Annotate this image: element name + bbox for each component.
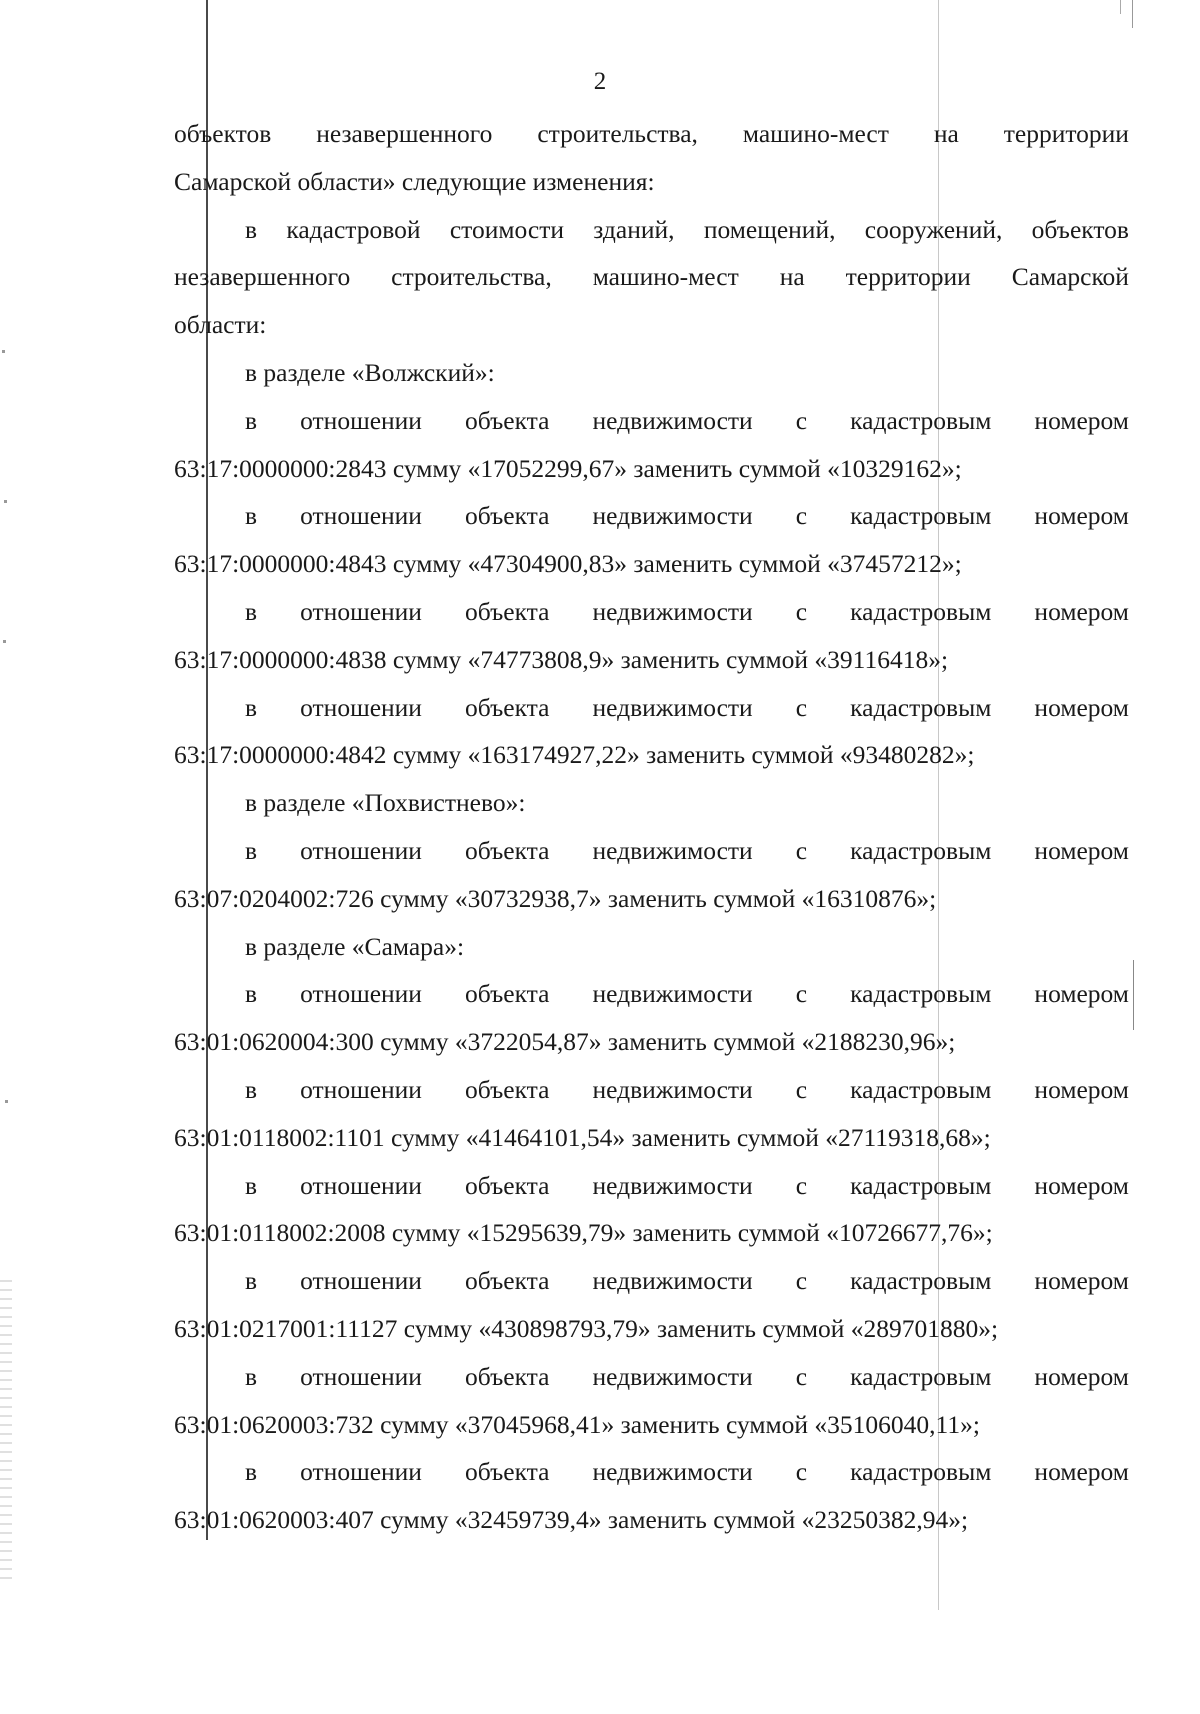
word: недвижимости bbox=[592, 1266, 753, 1296]
word: незавершенного bbox=[316, 119, 493, 148]
record-line: 63:01:0217001:11127 сумму «430898793,79» заменить суммой «289701880»; bbox=[174, 1313, 999, 1343]
scan-speck bbox=[5, 1100, 8, 1103]
record-prefix-line bbox=[174, 397, 1129, 445]
scan-speck bbox=[2, 350, 5, 353]
record-line: 63:17:0000000:4843 сумму «47304900,83» заменить суммой «37457212»; bbox=[174, 549, 962, 579]
section-heading: в разделе «Похвистнево»: bbox=[245, 788, 526, 818]
word: номером bbox=[1034, 692, 1129, 722]
word: кадастровым bbox=[850, 1074, 992, 1104]
word: номером bbox=[1034, 1361, 1129, 1391]
scan-speck bbox=[3, 640, 6, 643]
word: номером bbox=[1034, 1266, 1129, 1296]
word: в bbox=[245, 1266, 258, 1296]
record-line: 63:07:0204002:726 сумму «30732938,7» заменить суммой «16310876»; bbox=[174, 883, 937, 913]
record-line: 63:01:0118002:2008 сумму «15295639,79» заменить суммой «10726677,76»; bbox=[174, 1218, 993, 1248]
record-prefix-line bbox=[174, 827, 1129, 875]
word: объектов bbox=[174, 119, 272, 148]
word: с bbox=[795, 1457, 808, 1487]
scan-mark bbox=[1132, 0, 1133, 28]
word: зданий, bbox=[593, 214, 675, 244]
word: отношении bbox=[300, 1361, 422, 1391]
word: в bbox=[245, 214, 258, 244]
word: недвижимости bbox=[592, 979, 753, 1009]
word: с bbox=[795, 501, 808, 531]
word: кадастровым bbox=[850, 405, 992, 435]
record-line: 63:01:0118002:1101 сумму «41464101,54» заменить суммой «27119318,68»; bbox=[174, 1122, 991, 1152]
word: кадастровым bbox=[850, 501, 992, 531]
word: номером bbox=[1034, 1457, 1129, 1487]
record-prefix-line bbox=[174, 1353, 1129, 1401]
word: кадастровым bbox=[850, 596, 992, 626]
section-heading: в разделе «Волжский»: bbox=[245, 357, 495, 387]
record-prefix-line bbox=[174, 1066, 1129, 1114]
word: в bbox=[245, 405, 258, 435]
scan-mark bbox=[1133, 960, 1134, 1030]
word: недвижимости bbox=[592, 501, 753, 531]
record-prefix-line bbox=[174, 970, 1129, 1018]
word: с bbox=[795, 596, 808, 626]
word: в bbox=[245, 1170, 258, 1200]
word: объекта bbox=[465, 979, 550, 1009]
word: с bbox=[795, 1074, 808, 1104]
word: объекта bbox=[465, 692, 550, 722]
word: отношении bbox=[300, 979, 422, 1009]
word: стоимости bbox=[449, 214, 564, 244]
word: объекта bbox=[465, 835, 550, 865]
word: отношении bbox=[300, 1074, 422, 1104]
word: территории bbox=[845, 262, 971, 292]
word: на bbox=[779, 262, 805, 292]
intro-line: Самарской области» следующие изменения: bbox=[174, 166, 655, 196]
word: отношении bbox=[300, 692, 422, 722]
word: недвижимости bbox=[592, 835, 753, 865]
word: отношении bbox=[300, 501, 422, 531]
record-line: 63:17:0000000:2843 сумму «17052299,67» заменить суммой «10329162»; bbox=[174, 453, 962, 483]
word: номером bbox=[1034, 405, 1129, 435]
paragraph-line bbox=[174, 206, 1129, 254]
record-prefix-line bbox=[174, 1162, 1129, 1210]
word: в bbox=[245, 979, 258, 1009]
word: незавершенного bbox=[174, 262, 351, 292]
word: отношении bbox=[300, 1170, 422, 1200]
word: строительства, bbox=[537, 119, 698, 148]
word: отношении bbox=[300, 835, 422, 865]
word: номером bbox=[1034, 1170, 1129, 1200]
word: объекта bbox=[465, 405, 550, 435]
word: отношении bbox=[300, 405, 422, 435]
record-prefix-line bbox=[174, 588, 1129, 636]
word: с bbox=[795, 1361, 808, 1391]
word: недвижимости bbox=[592, 1361, 753, 1391]
record-prefix-line bbox=[174, 1448, 1129, 1496]
word: объекта bbox=[465, 1457, 550, 1487]
word: машино-мест bbox=[592, 262, 739, 292]
word: сооружений, bbox=[864, 214, 1003, 244]
word: недвижимости bbox=[592, 1457, 753, 1487]
word: помещений, bbox=[703, 214, 836, 244]
word: номером bbox=[1034, 1074, 1129, 1104]
word: строительства, bbox=[391, 262, 552, 292]
record-line: 63:01:0620003:732 сумму «37045968,41» заменить суммой «35106040,11»; bbox=[174, 1409, 980, 1439]
word: объекта bbox=[465, 1266, 550, 1296]
word: объекта bbox=[465, 501, 550, 531]
word: с bbox=[795, 1266, 808, 1296]
word: кадастровым bbox=[850, 692, 992, 722]
record-line: 63:01:0620003:407 сумму «32459739,4» заменить суммой «23250382,94»; bbox=[174, 1505, 969, 1535]
record-line: 63:17:0000000:4838 сумму «74773808,9» заменить суммой «39116418»; bbox=[174, 644, 949, 674]
word: с bbox=[795, 692, 808, 722]
word: в bbox=[245, 596, 258, 626]
paragraph-line: области: bbox=[174, 310, 267, 340]
word: недвижимости bbox=[592, 692, 753, 722]
scan-edge-noise bbox=[0, 1280, 12, 1580]
word: Самарской bbox=[1011, 262, 1129, 292]
word: кадастровым bbox=[850, 1361, 992, 1391]
word: в bbox=[245, 1457, 258, 1487]
word: отношении bbox=[300, 596, 422, 626]
word: номером bbox=[1034, 835, 1129, 865]
word: кадастровой bbox=[286, 214, 421, 244]
word: недвижимости bbox=[592, 405, 753, 435]
word: номером bbox=[1034, 501, 1129, 531]
record-prefix-line bbox=[174, 492, 1129, 540]
word: в bbox=[245, 1074, 258, 1104]
record-prefix-line bbox=[174, 684, 1129, 732]
word: объекта bbox=[465, 1170, 550, 1200]
record-line: 63:17:0000000:4842 сумму «163174927,22» заменить суммой «93480282»; bbox=[174, 740, 975, 770]
word: с bbox=[795, 979, 808, 1009]
word: территории bbox=[1003, 119, 1129, 148]
intro-line bbox=[174, 110, 1129, 158]
word: номером bbox=[1034, 979, 1129, 1009]
word: объекта bbox=[465, 596, 550, 626]
word: номером bbox=[1034, 596, 1129, 626]
sections-container bbox=[174, 349, 1129, 1544]
word: отношении bbox=[300, 1266, 422, 1296]
scan-mark bbox=[1120, 0, 1121, 14]
word: в bbox=[245, 692, 258, 722]
word: с bbox=[795, 835, 808, 865]
document-body bbox=[174, 110, 1129, 1544]
word: с bbox=[795, 405, 808, 435]
word: машино-мест bbox=[742, 119, 889, 148]
record-line: 63:01:0620004:300 сумму «3722054,87» заменить суммой «2188230,96»; bbox=[174, 1027, 956, 1057]
section-heading: в разделе «Самара»: bbox=[245, 931, 465, 961]
word: в bbox=[245, 501, 258, 531]
word: кадастровым bbox=[850, 1266, 992, 1296]
word: объекта bbox=[465, 1361, 550, 1391]
page-number: 2 bbox=[593, 68, 607, 95]
word: недвижимости bbox=[592, 1170, 753, 1200]
word: недвижимости bbox=[592, 596, 753, 626]
word: объектов bbox=[1031, 214, 1129, 244]
word: на bbox=[933, 119, 959, 148]
word: недвижимости bbox=[592, 1074, 753, 1104]
word: кадастровым bbox=[850, 1170, 992, 1200]
word: кадастровым bbox=[850, 979, 992, 1009]
word: в bbox=[245, 835, 258, 865]
scan-speck bbox=[4, 500, 7, 503]
paragraph-line bbox=[174, 253, 1129, 301]
word: отношении bbox=[300, 1457, 422, 1487]
word: в bbox=[245, 1361, 258, 1391]
record-prefix-line bbox=[174, 1257, 1129, 1305]
word: кадастровым bbox=[850, 1457, 992, 1487]
word: с bbox=[795, 1170, 808, 1200]
word: объекта bbox=[465, 1074, 550, 1104]
word: кадастровым bbox=[850, 835, 992, 865]
